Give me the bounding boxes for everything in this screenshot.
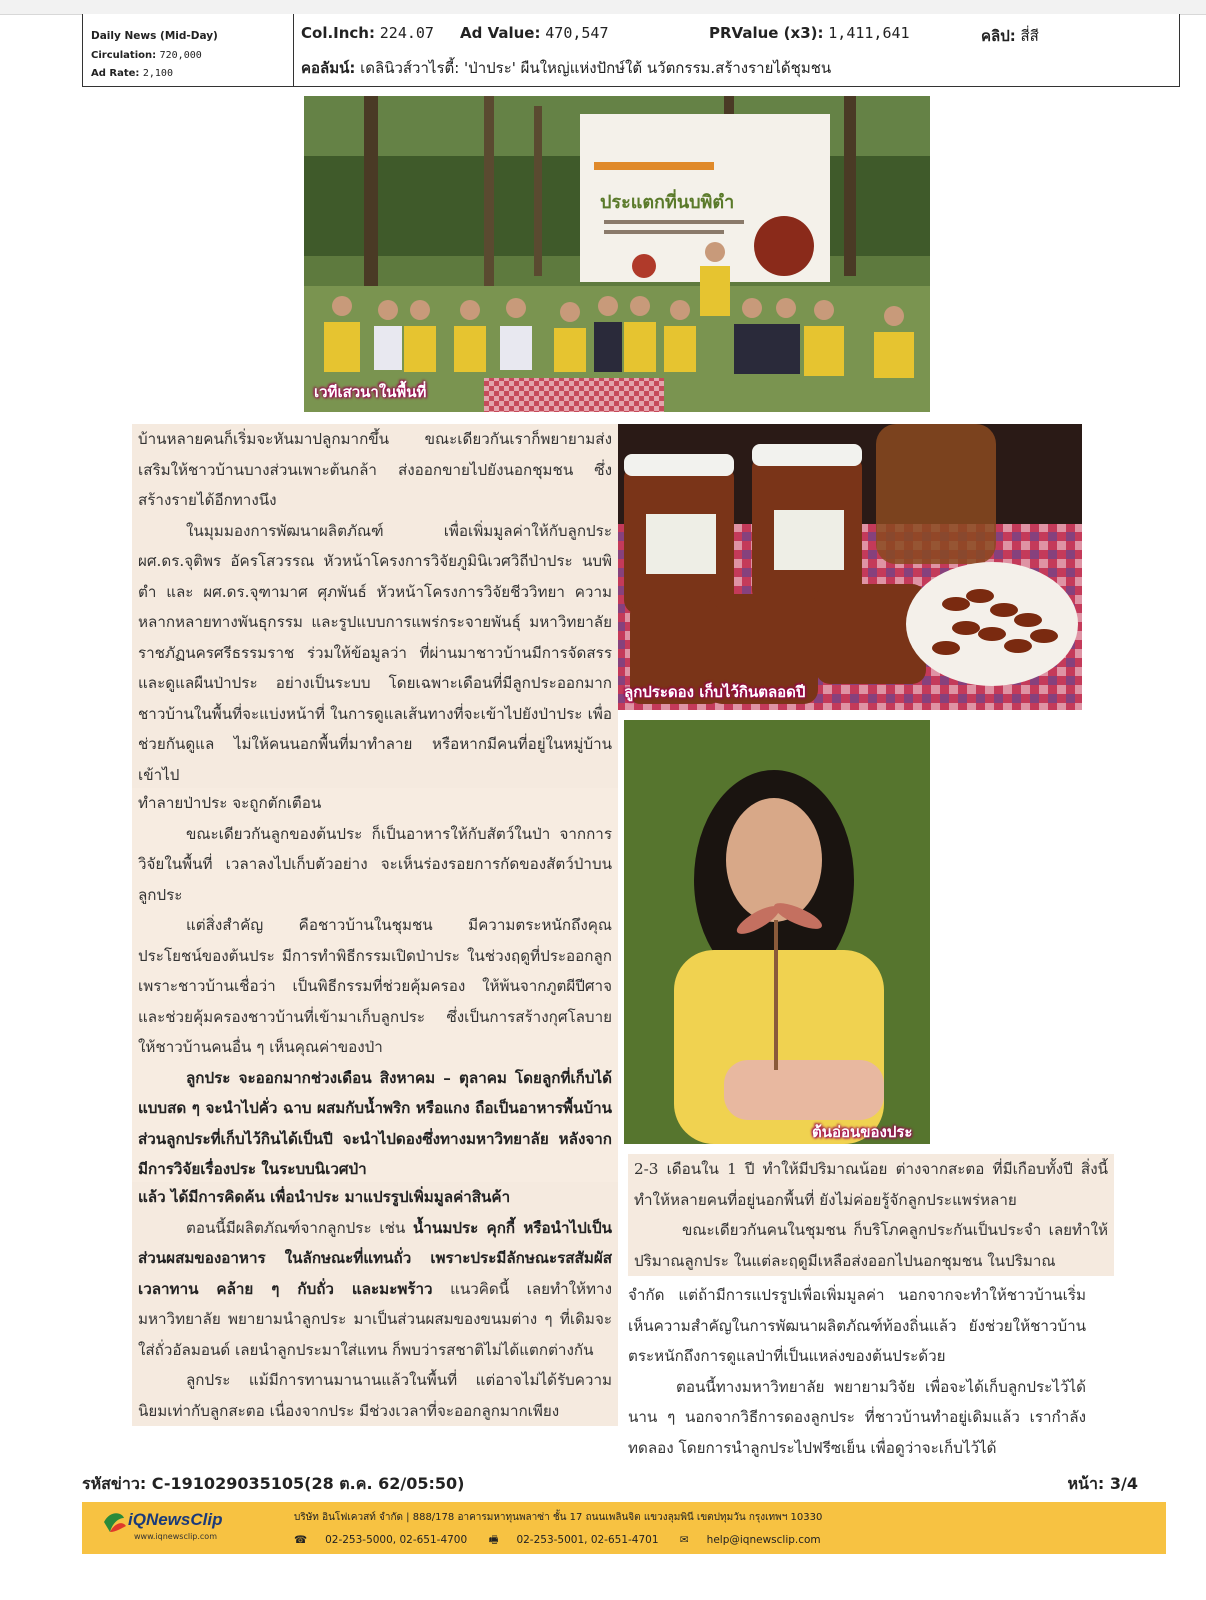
fax-icon: 🖷 [488, 1534, 499, 1546]
forum-photo-image [304, 96, 930, 412]
clip-label: คลิป: [981, 27, 1016, 45]
jar-caption: ลูกประดอง เก็บไว้กินตลอดปี [624, 683, 806, 701]
email-address[interactable]: help@iqnewsclip.com [706, 1534, 821, 1546]
col-inch-label: Col.Inch: [301, 24, 375, 42]
article-paragraph: ขณะเดียวกันลูกของต้นประ ก็เป็นอาหารให้กับสัตว์ในป่า จากการวิจัยในพื้นที่ เวลาลงไปเก็บตัวอย่าง จะเห็นร่องรอยการกัดของสัตว์ป่าบนลูกประ [138, 824, 612, 904]
article-paragraph: บ้านหลายคนก็เริ่มจะหันมาปลูกมากขึ้น ขณะเดียวกันเราก็พยายามส่งเสริมให้ชาวบ้านบางส่วนเพาะต้นกล้า ส่งออกขายไปยังนอกชุมชน ซึ่งสร้างรายได้อีกทางนึง [138, 430, 612, 509]
phone-icon: ☎ [294, 1534, 308, 1546]
news-code: รหัสข่าว: C-191029035105(28 ต.ค. 62/05:50) [82, 1474, 465, 1493]
page-number: หน้า: 3/4 [1067, 1474, 1138, 1493]
col-inch-value: 224.07 [379, 24, 434, 42]
forum-photo [304, 96, 930, 412]
article-paragraph: ตอนนี้มีผลิตภัณฑ์จากลูกประ เช่น น้ำนมประ คุกกี้ หรือนำไปเป็นส่วนผสมของอาหาร ในลักษณะที่แทนถั่ว เพราะประมีลักษณะรสสัมผัสเวลาทาน คล้าย ๆ กับถั่ว และมะพร้าว แนวคิดนี้ เลยทำให้ทางมหาวิทยาลัย พยายามนำลูกประ มาเป็นส่วนผสมของขนมต่าง ๆ ที่เดิมจะใส่ถั่วอัลมอนด์ เลยนำลูกประมาใส่แทน ก็พบว่ารสชาติไม่ได้แตกต่างกัน [138, 1218, 613, 1359]
article-paragraph-bold: ลูกประ จะออกมากช่วงเดือน สิงหาคม – ตุลาคม โดยลูกที่เก็บได้แบบสด ๆ จะนำไปคั่ว ฉาบ ผสมกับน้ำพริก หรือแกง ถือเป็นอาหารพื้นบ้าน ส่วนลูกประที่เก็บไว้กินได้เป็นปี จะนำไปดองซึ่งทางมหาวิทยาลัย หลังจากมีการวิจัยเรื่องประ ในระบบนิเวศป่า [138, 1068, 612, 1178]
article-paragraph: 2-3 เดือนใน 1 ปี ทำให้มีปริมาณน้อย ต่างจากสะตอ ที่มีเกือบทั้งปี สิ่งนี้ทำให้หลายคนที่อยู่นอกพื้นที่ ยังไม่ค่อยรู้จักลูกประแพร่หลาย [634, 1160, 1108, 1209]
pr-value-value: 1,411,641 [828, 24, 910, 42]
clip-info-header [82, 14, 1180, 87]
article-paragraph: แต่สิ่งสำคัญ คือชาวบ้านในชุมชน มีความตระหนักถึงคุณประโยชน์ของต้นประ มีการทำพิธีกรรมเปิดป่าประ ในช่วงฤดูที่ประออกลูก เพราะชาวบ้านเชื่อว่า เป็นพิธีกรรมที่ช่วยคุ้มครอง ให้พ้นจากภูตผีปีศาจ และช่วยคุ้มครองชาวบ้านที่เข้ามาเก็บลูกประ ซึ่งเป็นการสร้างกุศโลบายให้ชาวบ้านคนอื่น ๆ เห็นคุณค่าของป่า [138, 916, 612, 1056]
iqnewsclip-logo [100, 1508, 250, 1548]
article-left-block-1 [132, 424, 618, 790]
phone-number: 02-253-5000, 02-651-4700 [325, 1534, 468, 1546]
jar-photo [616, 424, 1082, 710]
email-icon: ✉ [679, 1534, 689, 1546]
publication-name: Daily News (Mid-Day) [91, 30, 218, 42]
article-left-block-3 [132, 1182, 618, 1426]
pr-value-label: PRValue (x3): [709, 24, 824, 42]
publication-info [83, 14, 294, 86]
circulation: Circulation: 720,000 [91, 50, 202, 61]
ad-value-label: Ad Value: [460, 24, 541, 42]
article-left-block-2 [132, 788, 618, 1185]
article-paragraph: ตอนนี้ทางมหาวิทยาลัย พยายามวิจัย เพื่อจะได้เก็บลูกประไว้ได้นาน ๆ นอกจากวิธีการดองลูกประ ที่ชาวบ้านทำอยู่เดิมแล้ว เรากำลังทดลอง โดยการนำลูกประไปฟรีซเย็น เพื่อดูว่าจะเก็บไว้ได้ [628, 1377, 1086, 1457]
browser-top-strip [0, 0, 1206, 15]
banner-title: ประแตกที่นบพิตำ [600, 192, 735, 212]
article-paragraph: ทำลายป่าประ จะถูกตักเตือน [138, 794, 322, 812]
article-paragraph: ขณะเดียวกันคนในชุมชน ก็บริโภคลูกประกันเป็นประจำ เลยทำให้ปริมาณลูกประ ในแต่ละฤดูมีเหลือส่งออกไปนอกชุมชน ในปริมาณ [634, 1221, 1108, 1270]
column-label: คอลัมน์: [301, 59, 356, 77]
article-right-block-1 [628, 1154, 1114, 1276]
fax-number: 02-253-5001, 02-651-4701 [516, 1534, 659, 1546]
forum-caption: เวทีเสวนาในพื้นที่ [314, 383, 427, 401]
company-address: บริษัท อินโฟเควสท์ จำกัด | 888/178 อาคารมหาทุนพลาซ่า ชั้น 17 ถนนเพลินจิต แขวงลุมพินี เขตปทุมวัน กรุงเทพฯ 10330 [294, 1512, 823, 1523]
clip-value: สี่สี [1020, 27, 1039, 45]
seedling-photo [624, 720, 930, 1144]
contact-line [294, 1532, 839, 1550]
column-title: เดลินิวส์วาไรตี้: 'ป่าประ' ผืนใหญ่แห่งปักษ์ใต้ นวัตกรรม.สร้างรายได้ชุมชน [360, 59, 832, 77]
ad-rate: Ad Rate: 2,100 [91, 68, 173, 79]
article-paragraph: จำกัด แต่ถ้ามีการแปรรูปเพื่อเพิ่มมูลค่า นอกจากจะทำให้ชาวบ้านเริ่มเห็นความสำคัญในการพัฒนาผลิตภัณฑ์ท้องถิ่นแล้ว ยังช่วยให้ชาวบ้านตระหนักถึงการดูแลป่าที่เป็นแหล่งของต้นประด้วย [628, 1286, 1086, 1365]
seedling-caption: ต้นอ่อนของประ [812, 1123, 913, 1141]
ad-value-value: 470,547 [545, 24, 609, 42]
footer-bar [82, 1502, 1166, 1554]
article-paragraph: ลูกประ แม้มีการทานมานานแล้วในพื้นที่ แต่อาจไม่ได้รับความนิยมเท่ากับลูกสะตอ เนื่องจากประ มีช่วงเวลาที่จะออกลูกมากเพียง [138, 1371, 612, 1420]
brand-url[interactable]: www.iqnewsclip.com [134, 1532, 217, 1541]
clip-metrics [295, 14, 1179, 86]
article-paragraph-bold: แล้ว ได้มีการคิดค้น เพื่อนำประ มาแปรรูปเพิ่มมูลค่าสินค้า [138, 1188, 511, 1206]
jar-photo-image [616, 424, 1082, 710]
article-paragraph: ในมุมมองการพัฒนาผลิตภัณฑ์ เพื่อเพิ่มมูลค่าให้กับลูกประ ผศ.ดร.จุติพร อัครโสวรรณ หัวหน้าโครงการวิจัยภูมินิเวศวิถีป่าประ นบพิตำ และ ผศ.ดร.จุฑามาศ ศุภพันธ์ หัวหน้าโครงการวิจัยชีววิทยา ความหลากหลายทางพันธุกรรม และรูปแบบการแพร่กระจายพันธุ์ มหาวิทยาลัยราชภัฏนครศรีธรรมราช ร่วมให้ข้อมูลว่า ที่ผ่านมาชาวบ้านมีการจัดสรรและดูแลผืนป่าประ อย่างเป็นระบบ โดยเฉพาะเดือนที่มีลูกประออกมาก ชาวบ้านในพื้นที่จะแบ่งหน้าที่ ในการดูแลเส้นทางที่จะเข้าไปยังป่าประ เพื่อช่วยกันดูแล ไม่ให้คนนอกพื้นที่มาทำลาย หรือหากมีคนที่อยู่ในหมู่บ้าน เข้าไป [138, 521, 612, 784]
seedling-photo-image [624, 720, 930, 1144]
brand-name: iQNewsClip [128, 1510, 223, 1529]
article-right-block-2 [622, 1280, 1092, 1463]
